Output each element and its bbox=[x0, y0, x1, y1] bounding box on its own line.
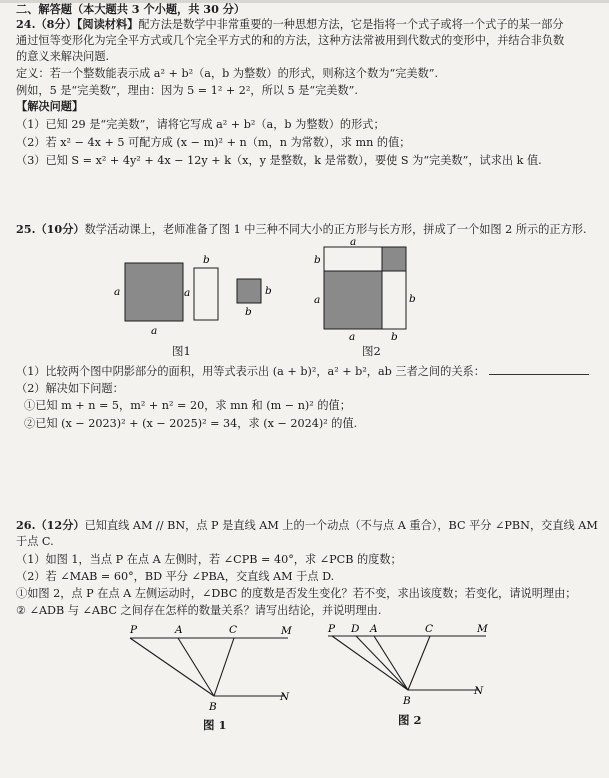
q25-line bbox=[16, 222, 587, 237]
q24-definition: 定义：若一个整数能表示成 a² + b²（a，b 为整数）的形式，则称这个数为“完美数”. bbox=[16, 67, 439, 80]
q24-part2: （2）若 x² − 4x + 5 可配方成 (x − m)² + n（m，n 为常数），求 mn 的值； bbox=[16, 136, 411, 149]
fig-label-N: N bbox=[474, 685, 484, 697]
q26-line2: 于点 C. bbox=[16, 535, 54, 548]
segment-db bbox=[356, 636, 408, 690]
fig1-label-b-bottom: b bbox=[245, 306, 252, 318]
segment-cb bbox=[408, 636, 430, 690]
q25-heading: 25.（10分） bbox=[16, 222, 85, 236]
fig2-label-b-right: b bbox=[409, 293, 416, 305]
q25-figure-1 bbox=[110, 248, 280, 348]
q25-part2b: ②已知 (x − 2023)² + (x − 2025)² = 34，求 (x − 2024)² 的值. bbox=[24, 417, 358, 430]
fig-label-D: D bbox=[351, 623, 360, 635]
fig-label-M: M bbox=[477, 623, 488, 635]
fig2-label-b-left: b bbox=[314, 254, 321, 266]
fig-label-A: A bbox=[175, 624, 183, 636]
q24-intro-3: 的意义来解决问题. bbox=[16, 50, 110, 63]
q25-part1-text: （1）比较两个图中阴影部分的面积，用等式表示出 (a + b)²，a² + b²，ab 三者之间的关系： bbox=[16, 365, 485, 378]
fig-label-N: N bbox=[280, 691, 290, 703]
inner-square-a bbox=[324, 271, 382, 329]
fig-label-C: C bbox=[229, 624, 238, 636]
answer-blank[interactable] bbox=[489, 364, 589, 375]
rectangle-ab bbox=[194, 268, 218, 320]
q26-heading: 26.（12分） bbox=[16, 518, 85, 532]
q25-fig2-caption: 图2 bbox=[362, 344, 381, 358]
q24-example: 例如，5 是“完美数”，理由：因为 5 = 1² + 2²，所以 5 是“完美数”. bbox=[16, 84, 358, 97]
fig-label-P: P bbox=[130, 624, 138, 636]
q26-part2a: ①如图 2，点 P 在点 A 左侧运动时，∠DBC 的度数是否发生变化？若不变，求出该度数；若变化，请说明理由； bbox=[16, 587, 577, 600]
inner-square-b bbox=[382, 247, 406, 271]
fig2-label-a-bottom: a bbox=[349, 331, 356, 343]
q24-intro-1: 配方法是数学中非常重要的一种思想方法，它是指将一个式子或将一个式子的某一部分 bbox=[138, 18, 564, 31]
fig1-label-a-bottom: a bbox=[151, 325, 158, 337]
fig2-label-b-bottom: b bbox=[391, 331, 398, 343]
q24-part1: （1）已知 29 是“完美数”，请将它写成 a² + b²（a，b 为整数）的形式； bbox=[16, 118, 385, 131]
q25-part1 bbox=[16, 364, 589, 379]
q24-heading: 24.（8分）【阅读材料】 bbox=[16, 17, 139, 31]
q24-part3: （3）已知 S = x² + 4y² + 4x − 12y + k（x，y 是整数，k 是常数），要使 S 为“完美数”，试求出 k 值. bbox=[16, 154, 542, 167]
segment-ab bbox=[374, 636, 408, 690]
q26-fig1-caption: 图 1 bbox=[203, 718, 227, 732]
q26-l1: 已知直线 AM // BN，点 P 是直线 AM 上的一个动点（不与点 A 重合），BC 平分 ∠PBN，交直线 AM bbox=[84, 519, 598, 532]
q26-fig2-caption: 图 2 bbox=[398, 713, 422, 727]
q26-part2: （2）若 ∠MAB = 60°，BD 平分 ∠PBA，交直线 AM 于点 D. bbox=[16, 570, 335, 583]
segment-cb bbox=[214, 638, 234, 696]
q26-figure-1 bbox=[120, 622, 300, 714]
q24-solve-heading: 【解决问题】 bbox=[16, 99, 84, 113]
fig-label-C: C bbox=[425, 623, 434, 635]
fig-label-P: P bbox=[328, 623, 336, 635]
segment-pb bbox=[130, 638, 214, 696]
q24-line1 bbox=[16, 17, 563, 32]
fig-label-A: A bbox=[370, 623, 378, 635]
q26-line1 bbox=[16, 518, 598, 533]
q25-text: 数学活动课上，老师准备了图 1 中三种不同大小的正方形与长方形，拼成了一个如图 2 所示的正方形. bbox=[84, 223, 587, 236]
fig1-label-a-rect: a bbox=[184, 287, 191, 299]
fig1-label-b-right: b bbox=[265, 285, 272, 297]
q25-part2a: ①已知 m + n = 5，m² + n² = 20，求 mn 和 (m − n)² 的值； bbox=[24, 399, 351, 412]
q26-figure-2 bbox=[318, 622, 498, 714]
fig-label-B: B bbox=[209, 701, 217, 713]
segment-ab bbox=[178, 638, 214, 696]
q25-fig1-caption: 图1 bbox=[172, 344, 191, 358]
fig2-label-a-top: a bbox=[350, 236, 357, 248]
section-title: 二、解答题（本大题共 3 个小题，共 30 分） bbox=[16, 2, 246, 16]
fig-label-B: B bbox=[403, 695, 411, 707]
fig2-label-a-left: a bbox=[314, 294, 321, 306]
big-square-a bbox=[125, 263, 183, 321]
q26-part1: （1）如图 1，当点 P 在点 A 左侧时，若 ∠CPB = 40°，求 ∠PCB 的度数； bbox=[16, 553, 402, 566]
small-square-b bbox=[237, 279, 261, 303]
q25-figure-2 bbox=[312, 236, 422, 344]
q25-part2: （2）解决如下问题： bbox=[16, 382, 124, 395]
q24-intro-2: 通过恒等变形化为完全平方式或几个完全平方式的和的方法，这种方法常被用到代数式的变形中，并结合非负数 bbox=[16, 34, 565, 47]
fig1-label-a-left: a bbox=[114, 286, 121, 298]
segment-pb bbox=[332, 636, 408, 690]
fig1-label-b-top: b bbox=[203, 254, 210, 266]
q26-part2b: ② ∠ADB 与 ∠ABC 之间存在怎样的数量关系？请写出结论，并说明理由. bbox=[16, 604, 382, 617]
fig-label-M: M bbox=[281, 625, 292, 637]
